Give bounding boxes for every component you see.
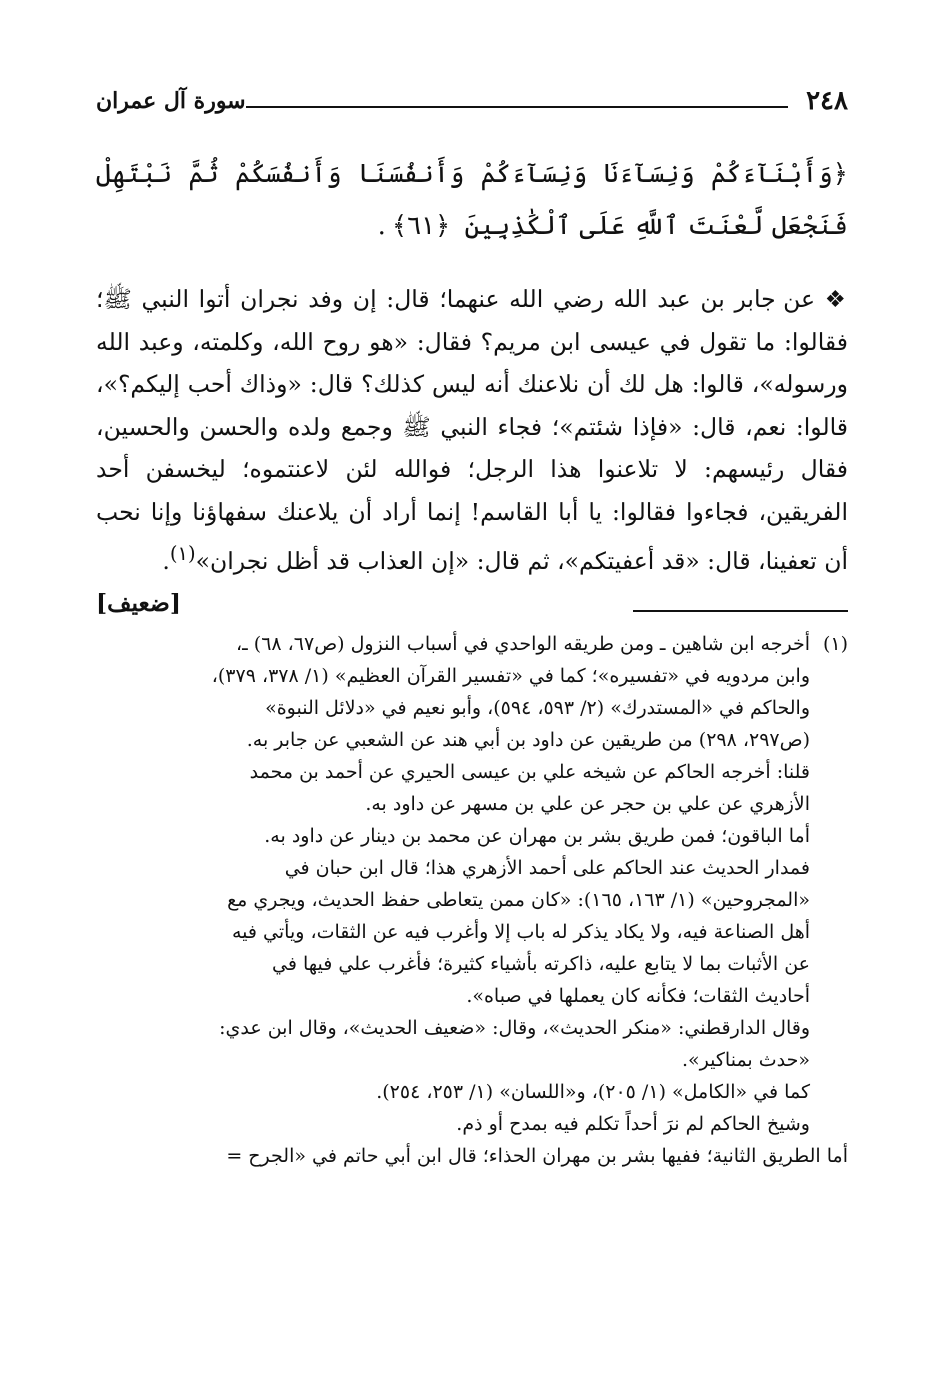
footnote-line: (١)أخرجه ابن شاهين ـ ومن طريقه الواحدي في أسباب النزول (ص٦٧، ٦٨) ـ، (96, 628, 848, 660)
footnote-line: (ص٢٩٧، ٢٩٨) من طريقين عن داود بن أبي هند عن الشعبي عن جابر به. (246, 729, 810, 752)
footnote-line: «حدث بمناكير». (682, 1049, 810, 1072)
hadith-paragraph: ❖ عن جابر بن عبد الله رضي الله عنهما؛ قال: إن وفد نجران أتوا النبي ﷺ؛ فقالوا: ما تقول في عيسى ابن مريم؟ فقال: «هو روح الله، وكلمته، وعبد الله ورسوله»، قالوا: هل لك أن نلاعنك أنه ليس كذلك؟ قال: «وذاك أحب إليكم؟»، قالوا: نعم، قال: «فإذا شئتم»؛ فجاء النبي ﷺ وجمع ولده والحسن والحسين، فقال رئيسهم: لا تلاعنوا هذا الرجل؛ فوالله لئن لاعنتموه؛ ليخسفن أحد الفريقين، فجاءوا فقالوا: يا أبا القاسم! إنما أراد أن يلاعنك سفهاؤنا وإنا نحب أن تعفينا، قال: «قد أعفيتكم»، ثم قال: «إن العذاب قد أظل نجران»$^{(١)}$. [ضعيف] (96, 278, 848, 582)
footnote-reference: (١) (169, 542, 196, 565)
page-header (96, 80, 848, 124)
footnote-line: أما الطريق الثانية؛ ففيها بشر بن مهران الحذاء؛ قال ابن أبي حاتم في «الجرح = (226, 1145, 848, 1168)
footnote-line: والحاكم في «المستدرك» (٢/ ٥٩٣، ٥٩٤)، وأبو نعيم في «دلائل النبوة» (265, 697, 810, 720)
document-page (96, 80, 848, 1172)
footnote-line: فمدار الحديث عند الحاكم على أحمد الأزهري هذا؛ قال ابن حبان في (284, 857, 810, 880)
verse-number-marker: ﴿٦١﴾ (391, 211, 451, 241)
footnote-line: قلنا: أخرجه الحاكم عن شيخه علي بن عيسى الحيري عن أحمد بن محمد (249, 761, 810, 784)
footnote-line: وقال الدارقطني: «منكر الحديث»، وقال: «ضعيف الحديث»، وقال ابن عدي: (219, 1017, 810, 1040)
footnote-number: (١) (822, 633, 848, 656)
footnote-separator (633, 610, 848, 612)
footnote-line: وابن مردويه في «تفسيره»؛ كما في «تفسير القرآن العظيم» (١/ ٣٧٨، ٣٧٩)، (211, 665, 810, 688)
footnote-line: «المجروحين» (١/ ١٦٣، ١٦٥): «كان ممن يتعاطى حفظ الحديث، ويجري مع (227, 889, 810, 912)
running-title: سورة آل عمران (96, 88, 246, 114)
hadith-grade: [ضعيف] (96, 589, 181, 618)
quran-verse: ﴿وَأَبْنَآءَكُمْ وَنِسَآءَنَا وَنِسَآءَكُمْ وَأَنفُسَنَا وَأَنفُسَكُمْ ثُمَّ نَبْتَهِلْ فَنَجْعَل لَّعْنَتَ ٱللَّهِ عَلَى ٱلْكَٰذِبِينَ ﴿٦١﴾. (96, 148, 848, 252)
page-number: ٢٤٨ (806, 86, 848, 116)
footnote-line: أحاديث الثقات؛ فكأنه كان يعملها في صباه». (466, 985, 810, 1008)
footnote-line: عن الأثبات بما لا يتابع عليه، ذاكرته بأشياء كثيرة؛ فأغرب علي فيها في (272, 953, 810, 976)
footnote-separator-wrap (96, 610, 848, 612)
footnote (96, 628, 848, 1172)
header-rule (246, 106, 788, 108)
hadith-text: عن جابر بن عبد الله رضي الله عنهما؛ قال: إن وفد نجران أتوا النبي ﷺ؛ فقالوا: ما تقول في عيسى ابن مريم؟ فقال: «هو روح الله، وكلمته، وعبد الله ورسوله»، قالوا: هل لك أن نلاعنك أنه ليس كذلك؟ قال: «وذاك أحب إليكم؟»، قالوا: نعم، قال: «فإذا شئتم»؛ فجاء النبي ﷺ وجمع ولده والحسن والحسين، فقال رئيسهم: لا تلاعنوا هذا الرجل؛ فوالله لئن لاعنتموه؛ ليخسفن أحد الفريقين، فجاءوا فقالوا: يا أبا القاسم! إنما أراد أن يلاعنك سفهاؤنا وإنا نحب أن تعفينا، قال: «قد أعفيتكم»، ثم قال: «إن العذاب قد أظل نجران» (96, 285, 848, 575)
footnote-line: أما الباقون؛ فمن طريق بشر بن مهران عن محمد بن دينار عن داود به. (264, 825, 810, 848)
footnote-line: الأزهري عن علي بن حجر عن علي بن مسهر عن داود به. (365, 793, 810, 816)
footnote-line: وشيخ الحاكم لم نرَ أحداً تكلم فيه بمدح أو ذم. (456, 1113, 810, 1136)
footnote-line: أهل الصناعة فيه، ولا يكاد يذكر له باب إلا وأغرب فيه عن الثقات، ويأتي فيه (231, 921, 810, 944)
bullet-icon: ❖ (824, 285, 848, 313)
verse-text: وَأَبْنَآءَكُمْ وَنِسَآءَنَا وَنِسَآءَكُمْ وَأَنفُسَنَا وَأَنفُسَكُمْ ثُمَّ نَبْتَهِلْ فَنَجْعَل لَّعْنَتَ ٱللَّهِ عَلَى ٱلْكَٰذِبِينَ (96, 159, 848, 241)
footnote-line: كما في «الكامل» (١/ ٢٠٥)، و«اللسان» (١/ ٢٥٣، ٢٥٤). (376, 1081, 810, 1104)
